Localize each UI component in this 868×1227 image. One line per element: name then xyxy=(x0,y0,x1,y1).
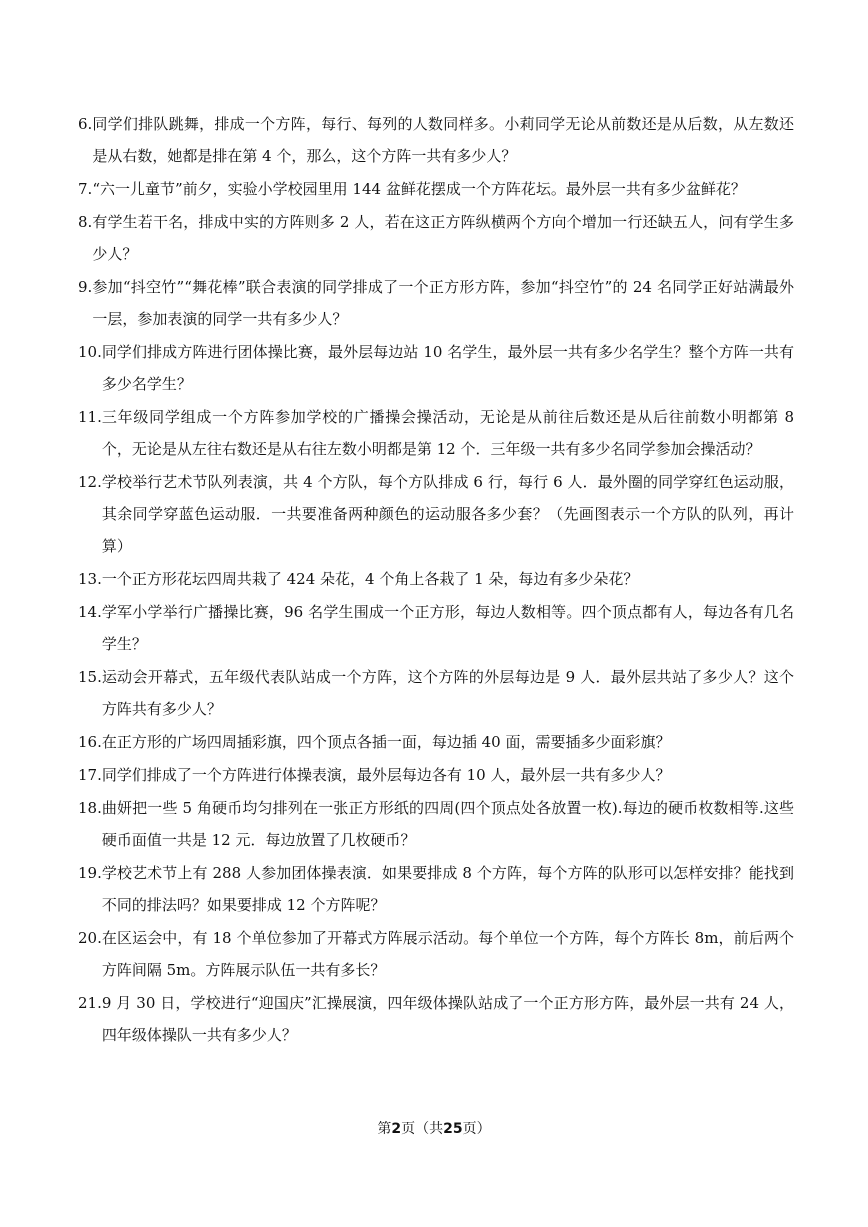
problem-text: 学军小学举行广播操比赛，96 名学生围成一个正方形，每边人数相等。四个顶点都有人，每边各有几名学生？ xyxy=(101,603,794,653)
problem-text: 在正方形的广场四周插彩旗，四个顶点各插一面，每边插 40 面，需要插多少面彩旗？ xyxy=(101,733,671,751)
problem-text: 同学们排成了一个方阵进行体操表演，最外层每边各有 10 人，最外层一共有多少人？ xyxy=(101,766,671,784)
problem-item xyxy=(78,922,794,986)
problem-number: 11. xyxy=(78,408,102,426)
footer-suffix: 页） xyxy=(462,1121,491,1137)
problem-number: 14. xyxy=(78,603,102,621)
problem-text: 学校艺术节上有 288 人参加团体操表演．如果要排成 8 个方阵，每个方阵的队形可以怎样安排？能找到不同的排法吗？如果要排成 12 个方阵呢？ xyxy=(101,864,794,914)
footer-mid: 页（共 xyxy=(401,1121,444,1137)
problem-item xyxy=(78,661,794,725)
problem-number: 9. xyxy=(78,278,93,296)
problem-list xyxy=(78,108,794,1052)
problem-text: 同学们排队跳舞，排成一个方阵，每行、每列的人数同样多。小莉同学无论从前数还是从后数，从左数还是从右数，她都是排在第 4 个，那么，这个方阵一共有多少人？ xyxy=(92,115,794,165)
problem-item xyxy=(78,857,794,921)
problem-number: 18. xyxy=(78,799,102,817)
problem-text: 参加“抖空竹”“舞花棒”联合表演的同学排成了一个正方形方阵，参加“抖空竹”的 24 名同学正好站满最外一层，参加表演的同学一共有多少人？ xyxy=(92,278,794,328)
problem-number: 10. xyxy=(78,343,102,361)
problem-number: 13. xyxy=(78,570,102,588)
problem-text: 曲妍把一些 5 角硬币均匀排列在一张正方形纸的四周(四个顶点处各放置一枚).每边的硬币枚数相等.这些硬币面值一共是 12 元．每边放置了几枚硬币？ xyxy=(101,799,794,849)
page-footer xyxy=(0,1119,868,1139)
problem-number: 20. xyxy=(78,929,102,947)
problem-item xyxy=(78,792,794,856)
problem-item xyxy=(78,108,794,172)
problem-item xyxy=(78,206,794,270)
problem-item xyxy=(78,759,794,791)
problem-item xyxy=(78,466,794,562)
problem-text: 9 月 30 日，学校进行“迎国庆”汇操展演，四年级体操队站成了一个正方形方阵，最外层一共有 24 人，四年级体操队一共有多少人？ xyxy=(101,994,794,1044)
problem-item xyxy=(78,987,794,1051)
problem-number: 6. xyxy=(78,115,93,133)
problem-text: “六一儿童节”前夕，实验小学校园里用 144 盆鲜花摆成一个方阵花坛。最外层一共有多少盆鲜花？ xyxy=(92,180,746,198)
problem-number: 12. xyxy=(78,473,102,491)
problem-text: 一个正方形花坛四周共栽了 424 朵花，4 个角上各栽了 1 朵，每边有多少朵花？ xyxy=(101,570,639,588)
problem-item xyxy=(78,271,794,335)
problem-number: 17. xyxy=(78,766,102,784)
problem-item xyxy=(78,173,794,205)
problem-item xyxy=(78,401,794,465)
problem-text: 同学们排成方阵进行团体操比赛，最外层每边站 10 名学生，最外层一共有多少名学生？整个方阵一共有多少名学生？ xyxy=(101,343,794,393)
problem-item xyxy=(78,336,794,400)
problem-text: 在区运会中，有 18 个单位参加了开幕式方阵展示活动。每个单位一个方阵，每个方阵长 8m，前后两个方阵间隔 5m。方阵展示队伍一共有多长？ xyxy=(101,929,794,979)
problem-text: 运动会开幕式，五年级代表队站成一个方阵，这个方阵的外层每边是 9 人．最外层共站了多少人？这个方阵共有多少人？ xyxy=(101,668,794,718)
problem-text: 有学生若干名，排成中实的方阵则多 2 人，若在这正方阵纵横两个方向个增加一行还缺五人，问有学生多少人？ xyxy=(92,213,794,263)
problem-number: 19. xyxy=(78,864,102,882)
footer-total-pages: 25 xyxy=(443,1121,463,1137)
footer-page-number: 2 xyxy=(391,1121,402,1137)
problem-item xyxy=(78,563,794,595)
problem-text: 三年级同学组成一个方阵参加学校的广播操会操活动，无论是从前往后数还是从后往前数小明都第 8 个，无论是从左往右数还是从右往左数小明都是第 12 个．三年级一共有多少名同学参加会操活动？ xyxy=(101,408,794,458)
problem-number: 15. xyxy=(78,668,102,686)
problem-number: 8. xyxy=(78,213,93,231)
footer-prefix: 第 xyxy=(377,1121,392,1137)
problem-item xyxy=(78,726,794,758)
problem-item xyxy=(78,596,794,660)
problem-number: 7. xyxy=(78,180,93,198)
problem-text: 学校举行艺术节队列表演，共 4 个方队，每个方队排成 6 行，每行 6 人．最外圈的同学穿红色运动服，其余同学穿蓝色运动服．一共要准备两种颜色的运动服各多少套？（先画图表示一个方队的队列，再计算） xyxy=(101,473,794,555)
problem-number: 21. xyxy=(78,994,102,1012)
problem-number: 16. xyxy=(78,733,102,751)
